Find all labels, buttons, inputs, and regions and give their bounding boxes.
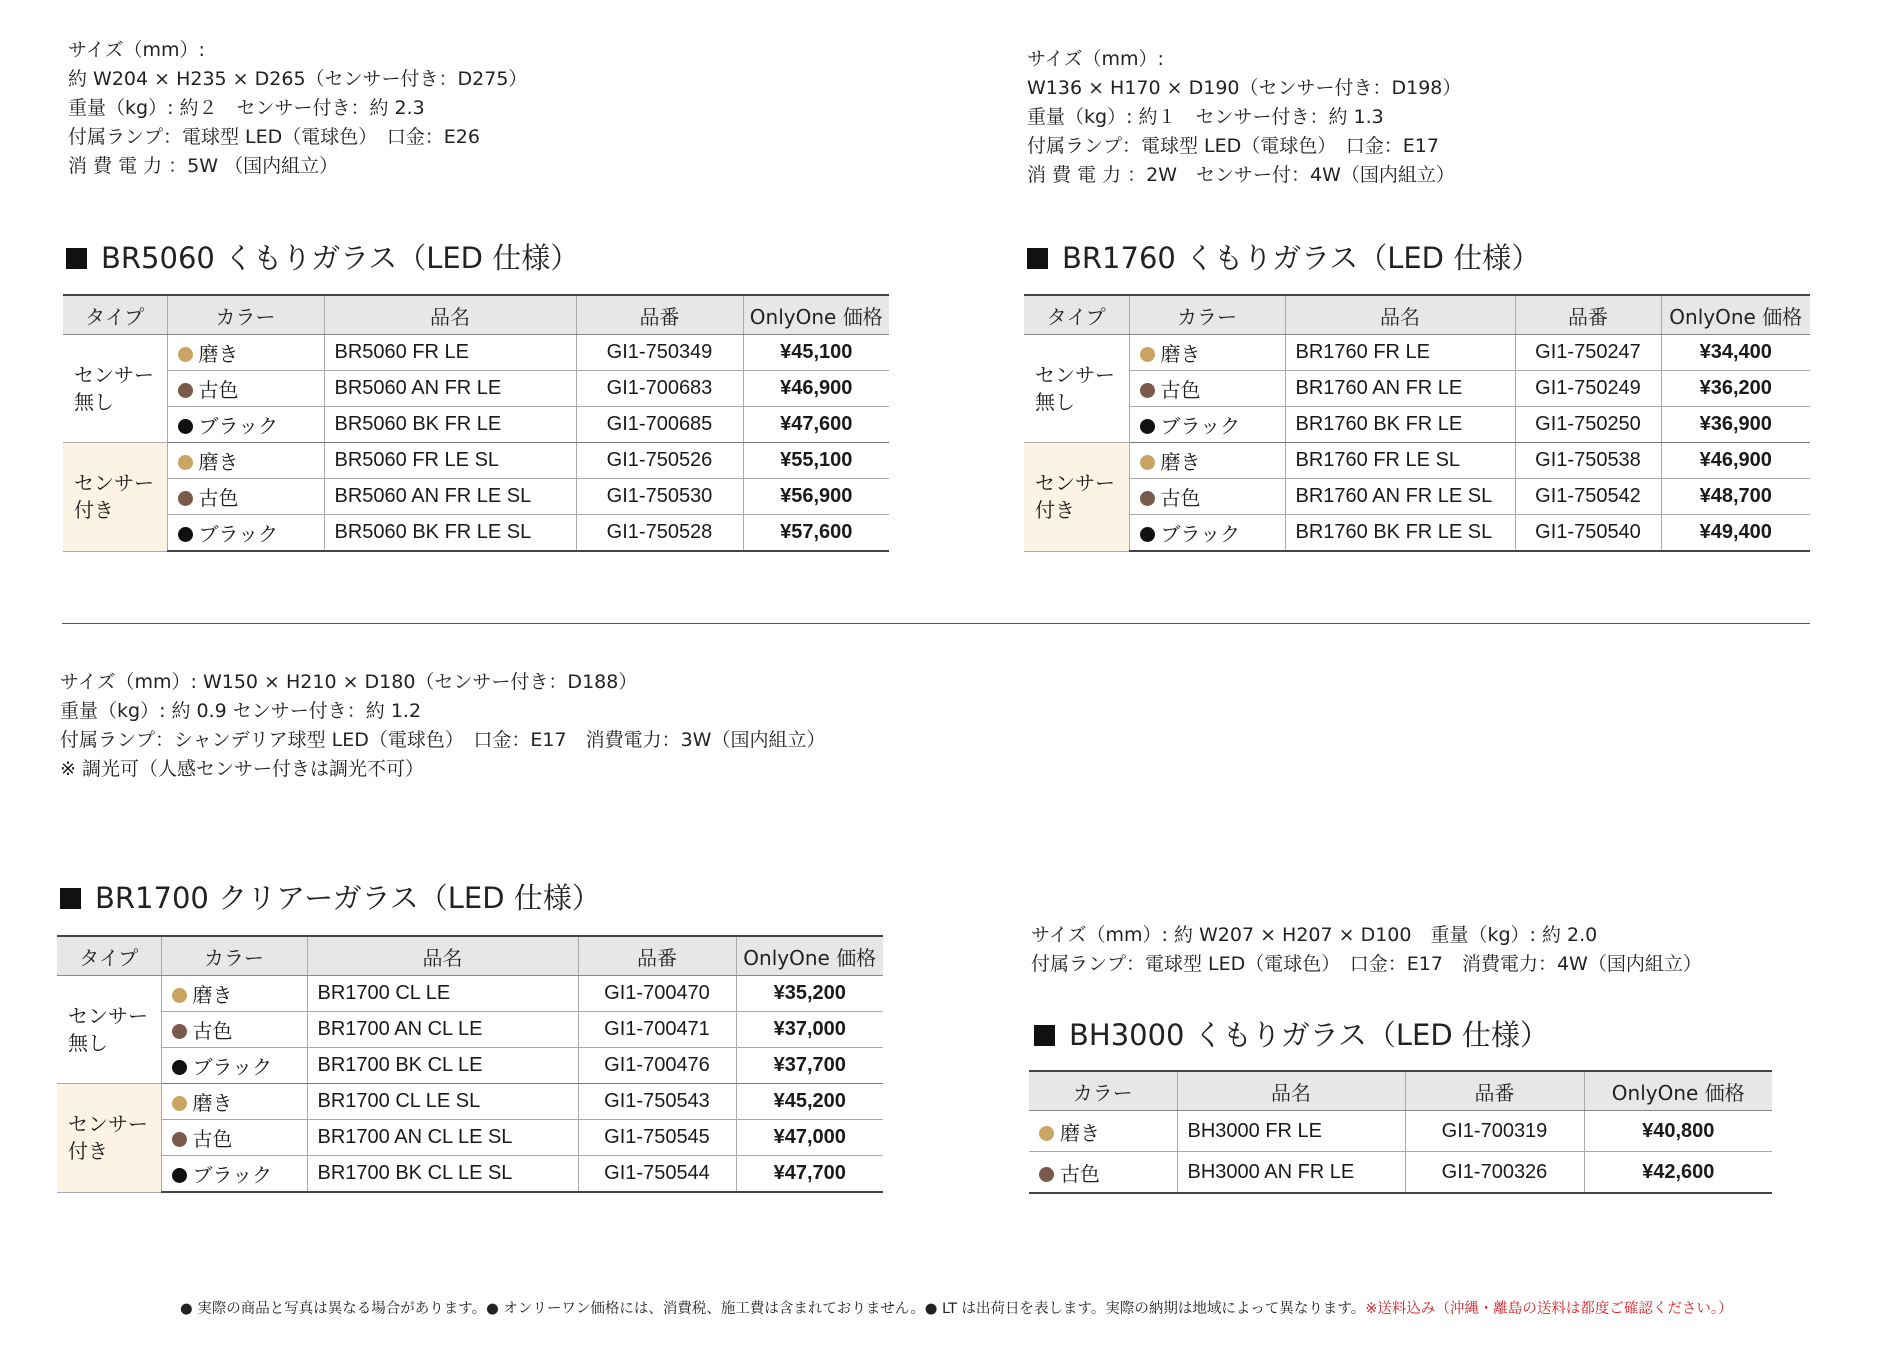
antique-dot-icon: [172, 1024, 187, 1039]
table-row: [1024, 335, 1810, 371]
product-price: ¥36,200: [1661, 371, 1810, 407]
section-title: BR5060 くもりガラス（LED 仕様）: [101, 241, 580, 275]
br1700-title: [60, 876, 601, 917]
product-code: GI1-700471: [578, 1012, 736, 1048]
product-name: BR5060 FR LE: [324, 335, 576, 371]
product-name: BR1760 BK FR LE: [1285, 407, 1515, 443]
type-sensor: [63, 443, 167, 552]
color-label: 磨き: [1160, 450, 1201, 474]
color-label: ブラック: [1160, 522, 1241, 546]
type-label: センサー: [1035, 362, 1115, 387]
spec-line: 付属ランプ：シャンデリア球型 LED（電球色） 口金：E17 消費電力：3W（国内組立）: [60, 729, 826, 751]
color-label: ブラック: [192, 1163, 273, 1187]
br5060-spec: [68, 36, 527, 181]
product-price: ¥56,900: [743, 479, 889, 515]
header-price: OnlyOne 価格: [1661, 295, 1810, 335]
header-price: OnlyOne 価格: [736, 936, 883, 976]
header-type: タイプ: [63, 295, 167, 335]
color-cell: [1029, 1152, 1177, 1194]
color-label: 古色: [198, 378, 239, 402]
table-row: [1024, 443, 1810, 479]
type-no-sensor: [1024, 335, 1129, 443]
type-label: 付き: [68, 1138, 108, 1163]
product-name: BR1760 BK FR LE SL: [1285, 515, 1515, 552]
spec-line: サイズ（mm）:: [68, 39, 205, 61]
table-row: [1024, 407, 1810, 443]
color-cell: [161, 1012, 307, 1048]
type-label: センサー: [74, 362, 154, 387]
table-header-row: [1029, 1071, 1772, 1111]
black-dot-icon: [172, 1060, 187, 1075]
product-name: BR1700 CL LE: [307, 976, 578, 1012]
product-name: BR1760 FR LE SL: [1285, 443, 1515, 479]
product-code: GI1-700476: [578, 1048, 736, 1084]
color-label: ブラック: [198, 414, 279, 438]
spec-line: ※ 調光可（人感センサー付きは調光不可）: [60, 758, 424, 780]
type-label: 無し: [74, 389, 114, 414]
spec-line: 付属ランプ：電球型 LED（電球色） 口金：E26: [68, 126, 480, 148]
type-no-sensor: [63, 335, 167, 443]
br1760-title: [1027, 236, 1540, 277]
product-price: ¥37,700: [736, 1048, 883, 1084]
antique-dot-icon: [178, 383, 193, 398]
spec-line: 重量（kg）: 約１ センサー付き：約 1.3: [1027, 106, 1384, 128]
table-row: [57, 1120, 883, 1156]
product-price: ¥55,100: [743, 443, 889, 479]
spec-line: 付属ランプ：電球型 LED（電球色） 口金：E17: [1027, 135, 1439, 157]
antique-dot-icon: [172, 1132, 187, 1147]
black-dot-icon: [178, 527, 193, 542]
br1700-spec: [60, 668, 825, 784]
table-row: [57, 1156, 883, 1193]
type-sensor: [1024, 443, 1129, 552]
color-cell: [1129, 335, 1285, 371]
color-cell: [167, 515, 324, 552]
color-label: ブラック: [192, 1055, 273, 1079]
spec-line: 消 費 電 力 ：5W （国内組立）: [68, 155, 339, 177]
spec-line: 付属ランプ：電球型 LED（電球色） 口金：E17 消費電力：4W（国内組立）: [1031, 953, 1702, 975]
table-row: [57, 1048, 883, 1084]
header-code: 品番: [576, 295, 743, 335]
table-header-row: [1024, 295, 1810, 335]
product-price: ¥47,700: [736, 1156, 883, 1193]
product-code: GI1-750545: [578, 1120, 736, 1156]
table-header-row: [57, 936, 883, 976]
polished-dot-icon: [178, 455, 193, 470]
color-cell: [1129, 479, 1285, 515]
product-price: ¥40,800: [1584, 1111, 1772, 1152]
product-name: BR5060 BK FR LE: [324, 407, 576, 443]
spec-line: 重量（kg）: 約２ センサー付き：約 2.3: [68, 97, 425, 119]
bh3000-spec: [1031, 921, 1702, 979]
color-cell: [1129, 371, 1285, 407]
product-name: BR1700 AN CL LE SL: [307, 1120, 578, 1156]
polished-dot-icon: [1039, 1126, 1054, 1141]
color-label: 磨き: [192, 1091, 233, 1115]
header-color: カラー: [1029, 1071, 1177, 1111]
br1760-spec: [1027, 45, 1461, 190]
color-label: 古色: [192, 1019, 233, 1043]
product-price: ¥34,400: [1661, 335, 1810, 371]
spec-line: 消 費 電 力 ：2W センサー付：4W（国内組立）: [1027, 164, 1455, 186]
table-row: [1024, 371, 1810, 407]
product-code: GI1-750538: [1515, 443, 1661, 479]
header-color: カラー: [161, 936, 307, 976]
antique-dot-icon: [1140, 383, 1155, 398]
product-name: BR1760 AN FR LE: [1285, 371, 1515, 407]
product-code: GI1-700683: [576, 371, 743, 407]
header-name: 品名: [1285, 295, 1515, 335]
type-sensor: [57, 1084, 161, 1193]
color-label: 磨き: [198, 450, 239, 474]
header-code: 品番: [1405, 1071, 1584, 1111]
type-label: センサー: [68, 1111, 148, 1136]
header-name: 品名: [307, 936, 578, 976]
color-cell: [1129, 515, 1285, 552]
spec-line: サイズ（mm）:: [1027, 48, 1164, 70]
table-row: [57, 1012, 883, 1048]
color-label: ブラック: [198, 522, 279, 546]
product-name: BR1700 AN CL LE: [307, 1012, 578, 1048]
square-bullet-icon: [66, 248, 87, 269]
table-row: [63, 443, 889, 479]
product-price: ¥46,900: [1661, 443, 1810, 479]
spec-line: サイズ（mm）: W150 × H210 × D180（センサー付き：D188）: [60, 671, 638, 693]
square-bullet-icon: [60, 888, 81, 909]
color-label: 磨き: [1160, 342, 1201, 366]
color-cell: [1129, 407, 1285, 443]
product-code: GI1-750250: [1515, 407, 1661, 443]
product-name: BR1760 FR LE: [1285, 335, 1515, 371]
color-label: 古色: [1160, 378, 1201, 402]
color-cell: [161, 1156, 307, 1193]
color-cell: [167, 443, 324, 479]
br5060-table: [63, 294, 889, 552]
color-label: 磨き: [1060, 1120, 1100, 1145]
product-name: BR1700 BK CL LE SL: [307, 1156, 578, 1193]
product-price: ¥36,900: [1661, 407, 1810, 443]
product-name: BR5060 AN FR LE: [324, 371, 576, 407]
product-code: GI1-750540: [1515, 515, 1661, 552]
product-price: ¥35,200: [736, 976, 883, 1012]
product-name: BR5060 BK FR LE SL: [324, 515, 576, 552]
table-row: [63, 335, 889, 371]
product-code: GI1-700470: [578, 976, 736, 1012]
black-dot-icon: [1140, 419, 1155, 434]
table-row: [1024, 515, 1810, 552]
color-cell: [167, 335, 324, 371]
product-name: BR5060 AN FR LE SL: [324, 479, 576, 515]
product-code: GI1-700319: [1405, 1111, 1584, 1152]
color-label: ブラック: [1160, 414, 1241, 438]
product-price: ¥37,000: [736, 1012, 883, 1048]
type-no-sensor: [57, 976, 161, 1084]
color-cell: [167, 407, 324, 443]
spec-line: W136 × H170 × D190（センサー付き：D198）: [1027, 77, 1462, 99]
product-code: GI1-700326: [1405, 1152, 1584, 1194]
black-dot-icon: [172, 1168, 187, 1183]
header-price: OnlyOne 価格: [743, 295, 889, 335]
spec-line: サイズ（mm）: 約 W207 × H207 × D100 重量（kg）: 約 2.0: [1031, 924, 1598, 946]
product-name: BH3000 AN FR LE: [1177, 1152, 1405, 1194]
br5060-title: [66, 236, 579, 277]
spec-line: 約 W204 × H235 × D265（センサー付き：D275）: [68, 68, 528, 90]
product-price: ¥42,600: [1584, 1152, 1772, 1194]
product-name: BH3000 FR LE: [1177, 1111, 1405, 1152]
color-cell: [167, 479, 324, 515]
product-code: GI1-750542: [1515, 479, 1661, 515]
color-label: 古色: [198, 486, 239, 510]
header-name: 品名: [324, 295, 576, 335]
product-name: BR1700 CL LE SL: [307, 1084, 578, 1120]
product-code: GI1-750544: [578, 1156, 736, 1193]
color-cell: [161, 1120, 307, 1156]
header-code: 品番: [578, 936, 736, 976]
table-row: [57, 1084, 883, 1120]
table-row: [57, 976, 883, 1012]
product-price: ¥46,900: [743, 371, 889, 407]
type-label: 付き: [1035, 497, 1075, 522]
color-cell: [1129, 443, 1285, 479]
polished-dot-icon: [172, 1096, 187, 1111]
product-price: ¥47,000: [736, 1120, 883, 1156]
product-name: BR1700 BK CL LE: [307, 1048, 578, 1084]
polished-dot-icon: [1140, 455, 1155, 470]
table-row: [63, 479, 889, 515]
color-cell: [161, 1084, 307, 1120]
product-price: ¥45,200: [736, 1084, 883, 1120]
table-header-row: [63, 295, 889, 335]
table-row: [1024, 479, 1810, 515]
br1700-table: [57, 935, 883, 1193]
color-label: 磨き: [192, 983, 233, 1007]
antique-dot-icon: [1039, 1167, 1054, 1182]
section-title: BR1700 クリアーガラス（LED 仕様）: [95, 881, 601, 915]
color-label: 磨き: [198, 342, 239, 366]
table-row: [63, 371, 889, 407]
table-row: [63, 407, 889, 443]
product-name: BR1760 AN FR LE SL: [1285, 479, 1515, 515]
square-bullet-icon: [1027, 248, 1048, 269]
product-code: GI1-750530: [576, 479, 743, 515]
color-cell: [167, 371, 324, 407]
color-label: 古色: [1160, 486, 1201, 510]
type-label: センサー: [1035, 470, 1115, 495]
section-title: BR1760 くもりガラス（LED 仕様）: [1062, 241, 1541, 275]
product-code: GI1-750247: [1515, 335, 1661, 371]
type-label: センサー: [74, 470, 154, 495]
type-label: センサー: [68, 1003, 148, 1028]
product-code: GI1-750543: [578, 1084, 736, 1120]
product-code: GI1-700685: [576, 407, 743, 443]
black-dot-icon: [1140, 527, 1155, 542]
table-row: [63, 515, 889, 552]
antique-dot-icon: [1140, 491, 1155, 506]
antique-dot-icon: [178, 491, 193, 506]
header-color: カラー: [167, 295, 324, 335]
header-name: 品名: [1177, 1071, 1405, 1111]
product-price: ¥49,400: [1661, 515, 1810, 552]
color-label: 古色: [192, 1127, 233, 1151]
product-price: ¥48,700: [1661, 479, 1810, 515]
color-cell: [161, 976, 307, 1012]
footer-note-text: ● 実際の商品と写真は異なる場合があります。● オンリーワン価格には、消費税、施工費は含まれておりません。● LT は出荷日を表します。実際の納期は地域によって異なります。: [180, 1301, 1366, 1317]
product-price: ¥47,600: [743, 407, 889, 443]
footer-notes: [180, 1297, 1733, 1318]
product-code: GI1-750249: [1515, 371, 1661, 407]
bh3000-title: [1034, 1013, 1549, 1054]
br1760-table: [1024, 294, 1810, 552]
header-price: OnlyOne 価格: [1584, 1071, 1772, 1111]
square-bullet-icon: [1034, 1025, 1055, 1046]
black-dot-icon: [178, 419, 193, 434]
product-code: GI1-750526: [576, 443, 743, 479]
type-label: 無し: [68, 1030, 108, 1055]
table-row: [1029, 1111, 1772, 1152]
product-code: GI1-750349: [576, 335, 743, 371]
header-type: タイプ: [57, 936, 161, 976]
table-row: [1029, 1152, 1772, 1194]
bh3000-table: [1029, 1070, 1772, 1194]
polished-dot-icon: [1140, 347, 1155, 362]
type-label: 無し: [1035, 389, 1075, 414]
polished-dot-icon: [172, 988, 187, 1003]
polished-dot-icon: [178, 347, 193, 362]
product-name: BR5060 FR LE SL: [324, 443, 576, 479]
product-code: GI1-750528: [576, 515, 743, 552]
header-color: カラー: [1129, 295, 1285, 335]
section-divider: [62, 623, 1810, 624]
color-cell: [161, 1048, 307, 1084]
color-label: 古色: [1060, 1161, 1100, 1186]
header-type: タイプ: [1024, 295, 1129, 335]
section-title: BH3000 くもりガラス（LED 仕様）: [1069, 1018, 1549, 1052]
type-label: 付き: [74, 497, 114, 522]
color-cell: [1029, 1111, 1177, 1152]
product-price: ¥45,100: [743, 335, 889, 371]
footer-shipping-note: ※送料込み（沖縄・離島の送料は都度ご確認ください。）: [1365, 1301, 1733, 1317]
product-price: ¥57,600: [743, 515, 889, 552]
header-code: 品番: [1515, 295, 1661, 335]
spec-line: 重量（kg）: 約 0.9 センサー付き：約 1.2: [60, 700, 422, 722]
